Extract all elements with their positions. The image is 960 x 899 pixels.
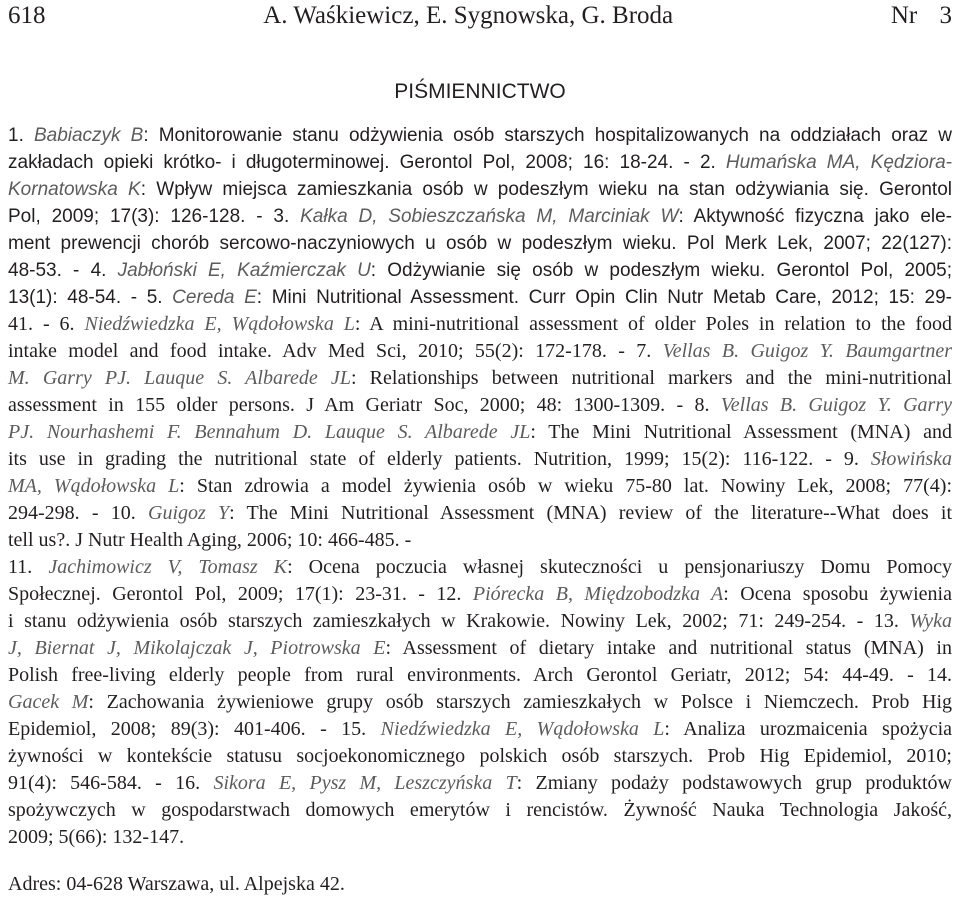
reference-text: : Relationships between nutritional markers and the mini-nutritional	[350, 367, 952, 389]
running-authors: A. Waśkiewicz, E. Sygnowska, G. Broda	[263, 2, 674, 29]
issue-number: Nr 3	[890, 2, 952, 29]
reference-text: : Zachowania żywieniowe grupy osób starszych zamieszkałych w Polsce i Niemczech. Prob Hig	[88, 691, 952, 713]
reference-line	[8, 419, 952, 446]
reference-line	[8, 311, 952, 338]
reference-authors: Sikora E, Pysz M, Leszczyńska T	[213, 772, 517, 794]
reference-text: Społecznej. Gerontol Pol, 2009; 17(1): 23-31. - 12.	[8, 583, 473, 605]
reference-text: : A mini-nutritional assessment of older Poles in relation to the food	[354, 313, 952, 335]
reference-text: assessment in 155 older persons. J Am Geriatr Soc, 2000; 48: 1300-1309. - 8.	[8, 394, 721, 416]
reference-text: : Analiza urozmaicenia spożycia	[664, 718, 953, 740]
reference-authors: Niedźwiedzka E, Wądołowska L	[84, 313, 355, 335]
reference-text: : The Mini Nutritional Assessment (MNA) review of the literature--What does it	[229, 502, 952, 524]
reference-text: its use in grading the nutritional state of elderly patients. Nutrition, 1999; 15(2): 116-122. - 9.	[8, 448, 871, 470]
reference-authors: Niedźwiedzka E, Wądołowska L	[380, 718, 665, 740]
reference-authors: Cereda E	[172, 287, 257, 308]
reference-list	[8, 122, 952, 851]
reference-authors: Wyka	[909, 610, 952, 632]
reference-text: 294-298. - 10.	[8, 502, 148, 524]
reference-authors: Słowińska	[870, 448, 952, 470]
reference-authors: Kornatowska K	[8, 179, 141, 200]
reference-text: zakładach opieki krótko- i długoterminowej. Gerontol Pol, 2008; 16: 18-24. - 2.	[8, 152, 726, 173]
reference-line	[8, 365, 952, 392]
reference-line	[8, 554, 952, 581]
reference-authors: Babiaczyk B	[33, 125, 144, 146]
reference-text: : Mini Nutritional Assessment. Curr Opin Clin Nutr Metab Care, 2012; 15: 29-	[256, 287, 952, 308]
reference-text: ment prewencji chorób sercowo-naczyniowych u osób w podeszłym wieku. Pol Merk Lek, 2007; 22(127):	[8, 233, 952, 254]
reference-text: : The Mini Nutritional Assessment (MNA) and	[530, 421, 952, 443]
page-number: 618	[8, 2, 46, 29]
reference-text: i stanu odżywienia osób starszych zamieszkałych w Krakowie. Nowiny Lek, 2002; 71: 249-254. - 13.	[8, 610, 910, 632]
reference-text: Epidemiol, 2008; 89(3): 401-406. - 15.	[8, 718, 381, 740]
reference-text: : Ocena poczucia własnej skuteczności u pensjonariuszy Domu Pomocy	[287, 556, 952, 578]
reference-text: : Monitorowanie stanu odżywienia osób starszych hospitalizowanych na oddziałach oraz w	[143, 125, 952, 146]
reference-line	[8, 284, 952, 311]
reference-line	[8, 392, 952, 419]
reference-line	[8, 203, 952, 230]
reference-line	[8, 824, 952, 851]
reference-text: : Ocena sposobu żywienia	[723, 583, 952, 605]
reference-authors: MA, Wądołowska L	[8, 475, 180, 497]
reference-text: : Stan zdrowia a model żywienia osób w wieku 75-80 lat. Nowiny Lek, 2008; 77(4):	[179, 475, 952, 497]
reference-text: spożywczych w gospodarstwach domowych emerytów i rencistów. Żywność Nauka Technologia Jakość,	[8, 799, 952, 821]
reference-line	[8, 230, 952, 257]
reference-text: 48-53. - 4.	[8, 260, 118, 281]
reference-text: 13(1): 48-54. - 5.	[8, 287, 173, 308]
reference-text: żywności w kontekście statusu socjoekonomicznego polskich osób starszych. Prob Hig Epidemiol, 2010;	[8, 745, 952, 767]
author-address: Adres: 04-628 Warszawa, ul. Alpejska 42.	[8, 873, 345, 895]
reference-text: 2009; 5(66): 132-147.	[8, 826, 185, 848]
reference-authors: Humańska MA, Kędziora-	[725, 152, 952, 173]
reference-line	[8, 770, 952, 797]
reference-authors: Jabłoński E, Kaźmierczak U	[117, 260, 371, 281]
reference-text: 11.	[8, 556, 49, 578]
reference-line	[8, 608, 952, 635]
reference-authors: Gacek M	[8, 691, 89, 713]
reference-line	[8, 176, 952, 203]
reference-text: : Wpływ miejsca zamieszkania osób w podeszłym wieku na stan odżywiania się. Gerontol	[140, 179, 953, 200]
reference-authors: Vellas B. Guigoz Y. Baumgartner	[662, 340, 952, 362]
reference-line	[8, 473, 952, 500]
reference-line	[8, 716, 952, 743]
reference-line	[8, 122, 952, 149]
reference-line	[8, 635, 952, 662]
reference-text: : Assessment of dietary intake and nutritional status (MNA) in	[385, 637, 952, 659]
reference-text: tell us?. J Nutr Health Aging, 2006; 10: 466-485. -	[8, 529, 412, 551]
reference-authors: Jachimowicz V, Tomasz K	[48, 556, 288, 578]
reference-text: : Odżywianie się osób w podeszłym wieku. Gerontol Pol, 2005;	[370, 260, 952, 281]
reference-line	[8, 149, 952, 176]
reference-authors: Piórecka B, Międzobodzka A	[472, 583, 724, 605]
reference-text: 41. - 6.	[8, 313, 85, 335]
reference-text: intake model and food intake. Adv Med Sci, 2010; 55(2): 172-178. - 7.	[8, 340, 663, 362]
reference-line	[8, 257, 952, 284]
reference-text: Pol, 2009; 17(3): 126-128. - 3.	[8, 206, 301, 227]
reference-text: 91(4): 546-584. - 16.	[8, 772, 214, 794]
reference-text: 1.	[8, 125, 34, 146]
reference-authors: PJ. Nourhashemi F. Bennahum D. Lauque S. Albarede JL	[8, 421, 531, 443]
reference-authors: Kałka D, Sobieszczańska M, Marciniak W	[300, 206, 679, 227]
running-header	[8, 2, 952, 30]
reference-line	[8, 338, 952, 365]
reference-text: : Zmiany podaży podstawowych grup produktów	[516, 772, 952, 794]
reference-line	[8, 446, 952, 473]
reference-line	[8, 662, 952, 689]
reference-text: : Aktywność fizyczna jako ele-	[678, 206, 952, 227]
reference-line	[8, 581, 952, 608]
reference-authors: M. Garry PJ. Lauque S. Albarede JL	[8, 367, 351, 389]
reference-authors: Guigoz Y	[148, 502, 230, 524]
reference-line	[8, 527, 952, 554]
reference-line	[8, 797, 952, 824]
reference-authors: Vellas B. Guigoz Y. Garry	[720, 394, 953, 416]
section-title: PIŚMIENNICTWO	[394, 80, 566, 103]
reference-text: Polish free-living elderly people from rural environments. Arch Gerontol Geriatr, 2012; 54: 44-49. - 14.	[8, 664, 952, 686]
reference-line	[8, 500, 952, 527]
reference-line	[8, 743, 952, 770]
reference-authors: J, Biernat J, Mikolajczak J, Piotrowska E	[8, 637, 386, 659]
reference-line	[8, 689, 952, 716]
